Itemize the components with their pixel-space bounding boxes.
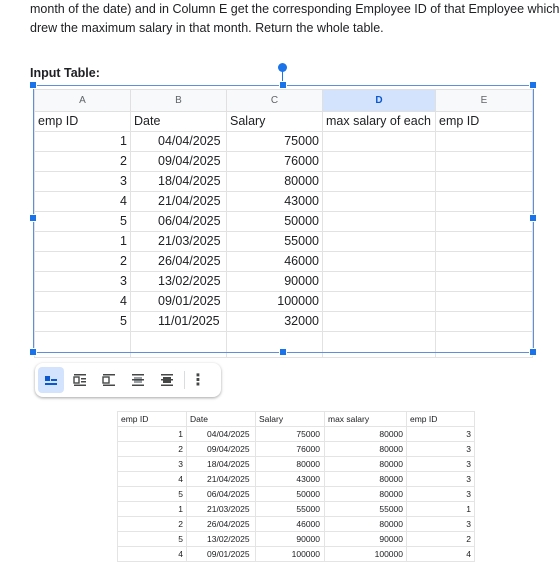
sheet-cell	[436, 272, 533, 292]
sheet-cell: 09/01/2025	[131, 292, 227, 312]
sheet-row	[35, 212, 533, 232]
output-cell: 80000	[256, 457, 325, 472]
output-cell: 3	[407, 487, 475, 502]
sheet-cell: 80000	[227, 172, 323, 192]
more-options-button[interactable]	[189, 367, 207, 393]
sheet-cell	[436, 232, 533, 252]
output-cell: 4	[118, 547, 187, 562]
sheet-cell	[323, 252, 436, 272]
sheet-cell: 18/04/2025	[131, 172, 227, 192]
output-cell: 5	[118, 487, 187, 502]
sheet-cell	[436, 292, 533, 312]
output-table	[117, 411, 475, 562]
sheet-row	[35, 292, 533, 312]
output-cell: 100000	[256, 547, 325, 562]
output-cell: 1	[118, 427, 187, 442]
sheet-cell	[323, 232, 436, 252]
resize-handle-top-right[interactable]	[529, 81, 537, 89]
output-cell: 4	[407, 547, 475, 562]
output-cell: 04/04/2025	[187, 427, 256, 442]
sheet-cell: 2	[35, 252, 131, 272]
column-letter-e: E	[436, 90, 533, 112]
column-letter-c: C	[227, 90, 323, 112]
output-cell: 80000	[325, 427, 407, 442]
output-row	[118, 532, 475, 547]
sheet-cell: 4	[35, 192, 131, 212]
sheet-cell: 76000	[227, 152, 323, 172]
sheet-cell: 55000	[227, 232, 323, 252]
sheet-cell	[227, 332, 323, 358]
output-cell: 2	[118, 442, 187, 457]
resize-handle-left[interactable]	[29, 214, 37, 222]
break-text-icon	[101, 373, 117, 387]
instructions-line-1: month of the date) and in Column E get the corresponding Employee ID of that Employee which	[30, 2, 560, 16]
output-cell: 76000	[256, 442, 325, 457]
sheet-cell: 46000	[227, 252, 323, 272]
sheet-cell: 2	[35, 152, 131, 172]
input-table-label: Input Table:	[30, 66, 100, 80]
column-letter-row	[35, 90, 533, 112]
output-cell: 80000	[325, 517, 407, 532]
column-letter-a: A	[35, 90, 131, 112]
header-salary: Salary	[227, 112, 323, 132]
sheet-cell: 09/04/2025	[131, 152, 227, 172]
output-row	[118, 472, 475, 487]
instructions-text	[30, 0, 558, 38]
sheet-cell	[436, 332, 533, 358]
sheet-cell	[323, 192, 436, 212]
sheet-cell: 1	[35, 132, 131, 152]
sheet-row	[35, 152, 533, 172]
sheet-cell: 3	[35, 172, 131, 192]
output-cell: 1	[407, 502, 475, 517]
output-cell: 09/04/2025	[187, 442, 256, 457]
sheet-cell	[436, 152, 533, 172]
behind-text-button[interactable]	[125, 367, 151, 393]
sheet-row	[35, 232, 533, 252]
resize-handle-bottom-right[interactable]	[529, 348, 537, 356]
resize-handle-top-left[interactable]	[29, 81, 37, 89]
break-text-button[interactable]	[96, 367, 122, 393]
sheet-cell: 4	[35, 292, 131, 312]
sheet-cell: 3	[35, 272, 131, 292]
sheet-cell: 32000	[227, 312, 323, 332]
sheet-cell	[35, 332, 131, 358]
sheet-cell: 06/04/2025	[131, 212, 227, 232]
output-row	[118, 427, 475, 442]
output-cell: 43000	[256, 472, 325, 487]
output-row	[118, 517, 475, 532]
sheet-cell: 1	[35, 232, 131, 252]
column-letter-b: B	[131, 90, 227, 112]
output-cell: 100000	[325, 547, 407, 562]
sheet-cell	[436, 312, 533, 332]
output-cell: 80000	[325, 487, 407, 502]
more-vert-icon: ⋮	[190, 372, 206, 389]
output-cell: 3	[407, 517, 475, 532]
output-cell: 3	[407, 457, 475, 472]
behind-text-icon	[130, 373, 146, 387]
wrap-text-button[interactable]	[67, 367, 93, 393]
sheet-cell	[323, 332, 436, 358]
output-cell: 5	[118, 532, 187, 547]
output-cell: 3	[407, 442, 475, 457]
instructions-line-2: drew the maximum salary in that month. Return the whole table.	[30, 21, 384, 35]
output-cell: 75000	[256, 427, 325, 442]
header-row	[35, 112, 533, 132]
sheet-cell: 13/02/2025	[131, 272, 227, 292]
sheet-row	[35, 192, 533, 212]
output-row	[118, 547, 475, 562]
output-row	[118, 502, 475, 517]
output-cell: 80000	[325, 472, 407, 487]
sheet-cell: 21/04/2025	[131, 192, 227, 212]
output-table-image[interactable]	[117, 411, 475, 562]
sheet-cell	[436, 252, 533, 272]
input-table-image[interactable]	[34, 89, 533, 358]
resize-handle-right[interactable]	[529, 214, 537, 222]
wrap-text-icon	[72, 373, 88, 387]
output-cell: 1	[118, 502, 187, 517]
sheet-row	[35, 172, 533, 192]
sheet-cell	[323, 132, 436, 152]
sheet-cell: 5	[35, 312, 131, 332]
column-letter-d: D	[323, 90, 436, 112]
sheet-row	[35, 272, 533, 292]
output-cell: 21/04/2025	[187, 472, 256, 487]
image-layout-toolbar	[35, 363, 221, 397]
output-header-date: Date	[187, 412, 256, 427]
sheet-cell	[436, 192, 533, 212]
sheet-cell: 26/04/2025	[131, 252, 227, 272]
rotate-handle[interactable]	[278, 63, 287, 72]
input-spreadsheet	[34, 89, 533, 358]
sheet-cell	[323, 212, 436, 232]
output-row	[118, 487, 475, 502]
sheet-cell: 100000	[227, 292, 323, 312]
header-date: Date	[131, 112, 227, 132]
sheet-cell	[436, 172, 533, 192]
sheet-cell	[323, 272, 436, 292]
output-header-max-salary: max salary	[325, 412, 407, 427]
sheet-cell	[436, 132, 533, 152]
output-cell: 46000	[256, 517, 325, 532]
output-header-emp-id: emp ID	[118, 412, 187, 427]
sheet-cell: 11/01/2025	[131, 312, 227, 332]
output-cell: 3	[118, 457, 187, 472]
output-cell: 50000	[256, 487, 325, 502]
resize-handle-bottom[interactable]	[279, 348, 287, 356]
sheet-cell: 21/03/2025	[131, 232, 227, 252]
output-row	[118, 442, 475, 457]
resize-handle-bottom-left[interactable]	[29, 348, 37, 356]
sheet-row	[35, 312, 533, 332]
output-header-salary: Salary	[256, 412, 325, 427]
output-cell: 26/04/2025	[187, 517, 256, 532]
output-cell: 21/03/2025	[187, 502, 256, 517]
header-max-salary: max salary of each	[323, 112, 436, 132]
sheet-row	[35, 252, 533, 272]
output-cell: 06/04/2025	[187, 487, 256, 502]
in-front-of-text-icon	[159, 373, 175, 387]
sheet-cell	[323, 312, 436, 332]
sheet-cell: 75000	[227, 132, 323, 152]
output-header-emp-id-result: emp ID	[407, 412, 475, 427]
output-cell: 90000	[325, 532, 407, 547]
output-cell: 09/01/2025	[187, 547, 256, 562]
sheet-cell	[323, 152, 436, 172]
output-cell: 4	[118, 472, 187, 487]
sheet-cell	[323, 172, 436, 192]
output-cell: 80000	[325, 457, 407, 472]
inline-icon	[43, 373, 59, 387]
output-header-row	[118, 412, 475, 427]
sheet-cell: 50000	[227, 212, 323, 232]
header-emp-id-result: emp ID	[436, 112, 533, 132]
output-cell: 3	[407, 427, 475, 442]
inline-button[interactable]	[38, 367, 64, 393]
output-cell: 13/02/2025	[187, 532, 256, 547]
output-cell: 80000	[325, 442, 407, 457]
output-cell: 2	[407, 532, 475, 547]
output-cell: 55000	[256, 502, 325, 517]
output-cell: 55000	[325, 502, 407, 517]
output-row	[118, 457, 475, 472]
in-front-of-text-button[interactable]	[154, 367, 180, 393]
sheet-row	[35, 132, 533, 152]
sheet-cell: 04/04/2025	[131, 132, 227, 152]
sheet-cell: 5	[35, 212, 131, 232]
sheet-cell	[436, 212, 533, 232]
output-cell: 90000	[256, 532, 325, 547]
sheet-cell: 43000	[227, 192, 323, 212]
sheet-cell	[323, 292, 436, 312]
resize-handle-top[interactable]	[279, 81, 287, 89]
output-cell: 2	[118, 517, 187, 532]
output-cell: 18/04/2025	[187, 457, 256, 472]
sheet-cell: 90000	[227, 272, 323, 292]
sheet-cell	[131, 332, 227, 358]
header-emp-id: emp ID	[35, 112, 131, 132]
output-cell: 3	[407, 472, 475, 487]
toolbar-divider	[184, 371, 185, 389]
